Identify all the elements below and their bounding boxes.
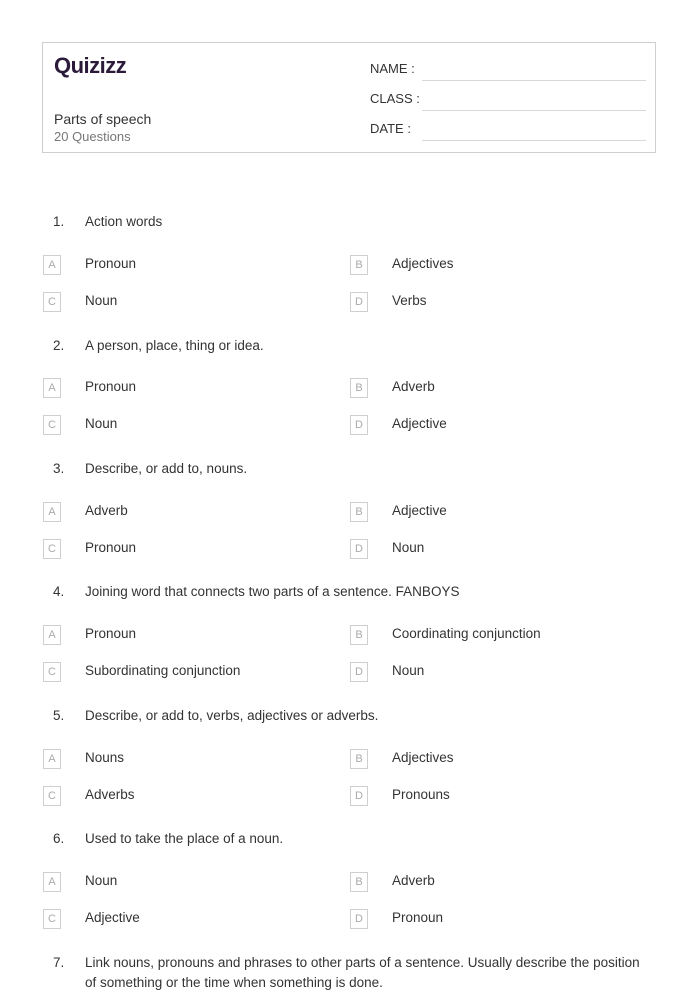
option-text: Adverbs — [85, 787, 135, 802]
worksheet-header — [42, 42, 656, 153]
option-text: Adverb — [392, 379, 435, 394]
option-letter-box: C — [43, 292, 61, 312]
option-text: Subordinating conjunction — [85, 663, 241, 678]
quizizz-logo: Quizizz — [54, 53, 127, 78]
option-letter-box: C — [43, 909, 61, 929]
class-field[interactable] — [370, 91, 646, 111]
worksheet-title: Parts of speech — [54, 111, 152, 127]
question-number: 5. — [53, 708, 65, 723]
option-text: Coordinating conjunction — [392, 626, 541, 641]
option-letter-box: B — [350, 502, 368, 522]
question-number: 1. — [53, 214, 65, 229]
option-text: Pronoun — [392, 910, 444, 925]
option-letter-box: B — [350, 625, 368, 645]
option-letter-box: B — [350, 872, 368, 892]
option-letter-box: A — [43, 625, 61, 645]
option-text: Adjective — [392, 416, 447, 431]
question-text: Describe, or add to, nouns. — [85, 461, 248, 476]
option-text: Noun — [392, 540, 425, 555]
question-number: 2. — [53, 338, 65, 353]
option-text: Adjectives — [392, 750, 454, 765]
option-letter-box: B — [350, 378, 368, 398]
option-letter-box: D — [350, 909, 368, 929]
option-letter-box: A — [43, 378, 61, 398]
name-line[interactable] — [422, 80, 646, 81]
question-number: 4. — [53, 584, 65, 599]
option-text: Adjective — [85, 910, 140, 925]
option-letter-box: A — [43, 749, 61, 769]
option-text: Adjective — [392, 503, 447, 518]
class-label: CLASS : — [370, 91, 420, 106]
option-text: Verbs — [392, 293, 427, 308]
option-text: Pronoun — [85, 540, 137, 555]
question-text: Used to take the place of a noun. — [85, 831, 284, 846]
option-text: Nouns — [85, 750, 125, 765]
option-text: Adverb — [85, 503, 128, 518]
option-letter-box: C — [43, 786, 61, 806]
option-letter-box: A — [43, 502, 61, 522]
option-text: Noun — [85, 416, 118, 431]
date-field[interactable] — [370, 121, 646, 141]
question-number: 6. — [53, 831, 65, 846]
option-text: Pronoun — [85, 379, 137, 394]
option-letter-box: B — [350, 255, 368, 275]
question-text: Link nouns, pronouns and phrases to other parts of a sentence. Usually describe the position of something or the time when something is done. — [85, 955, 640, 990]
class-line[interactable] — [422, 110, 646, 111]
question-text: A person, place, thing or idea. — [85, 338, 264, 353]
date-line[interactable] — [422, 140, 646, 141]
option-text: Noun — [85, 873, 118, 888]
option-text: Pronouns — [392, 787, 450, 802]
name-label: NAME : — [370, 61, 415, 76]
option-text: Pronoun — [85, 626, 137, 641]
option-letter-box: D — [350, 292, 368, 312]
question-text: Describe, or add to, verbs, adjectives or adverbs. — [85, 708, 379, 723]
option-letter-box: D — [350, 539, 368, 559]
option-letter-box: A — [43, 872, 61, 892]
option-text: Noun — [392, 663, 425, 678]
name-field[interactable] — [370, 61, 646, 81]
option-letter-box: D — [350, 786, 368, 806]
question-number: 3. — [53, 461, 65, 476]
option-text: Adverb — [392, 873, 435, 888]
option-letter-box: C — [43, 415, 61, 435]
option-letter-box: C — [43, 662, 61, 682]
question-text: Action words — [85, 214, 163, 229]
option-text: Adjectives — [392, 256, 454, 271]
option-letter-box: D — [350, 415, 368, 435]
question-count: 20 Questions — [54, 129, 131, 144]
option-text: Pronoun — [85, 256, 137, 271]
question-number: 7. — [53, 955, 65, 970]
option-letter-box: C — [43, 539, 61, 559]
option-letter-box: A — [43, 255, 61, 275]
option-text: Noun — [85, 293, 118, 308]
date-label: DATE : — [370, 121, 411, 136]
option-letter-box: B — [350, 749, 368, 769]
question-text: Joining word that connects two parts of a sentence. FANBOYS — [85, 584, 460, 599]
option-letter-box: D — [350, 662, 368, 682]
